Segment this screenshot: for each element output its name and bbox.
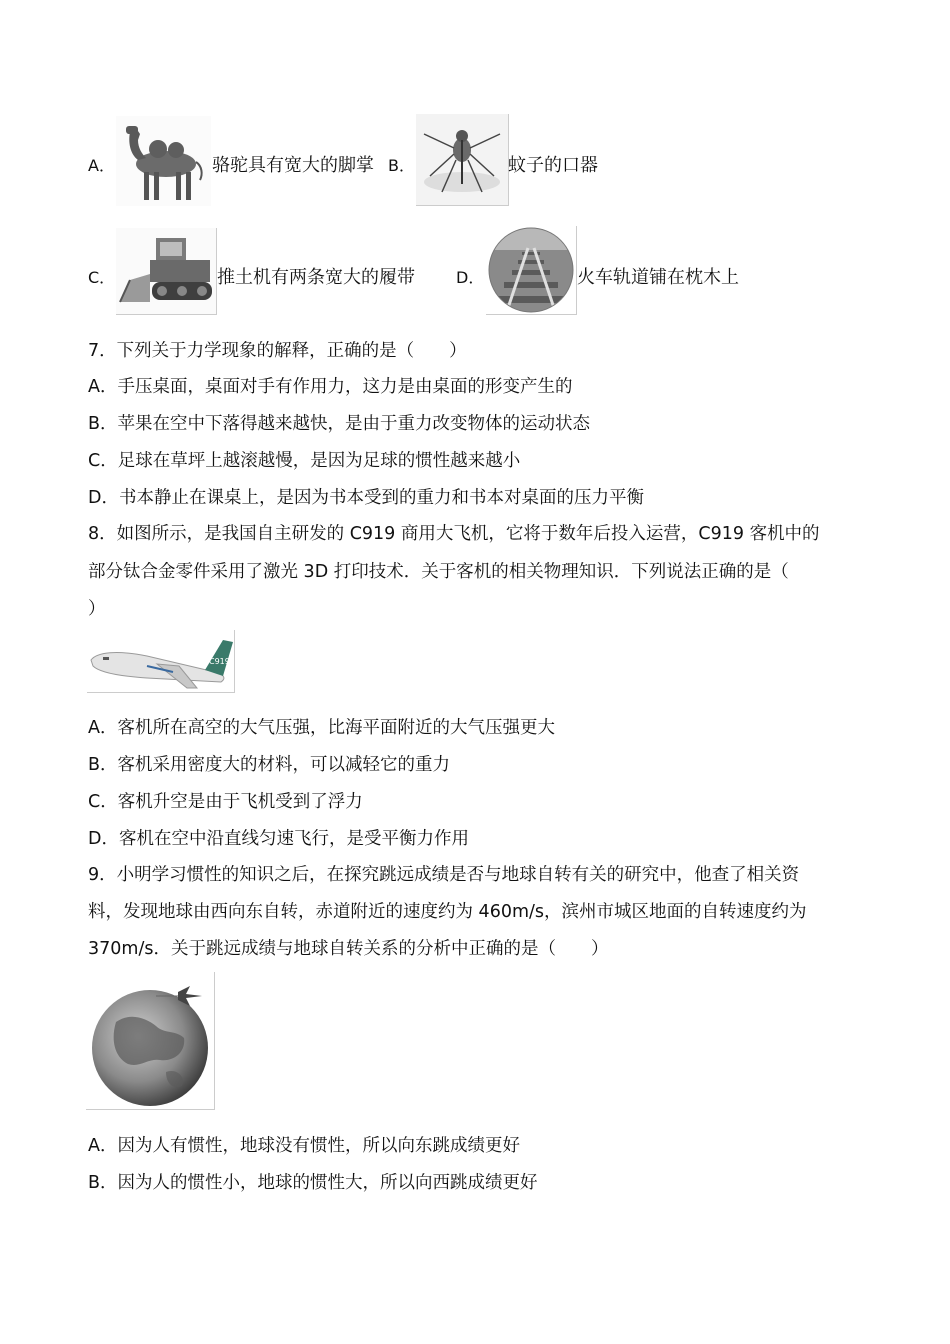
option-letter: B．	[388, 156, 415, 175]
option-d: D．书本静止在课桌上，是因为书本受到的重力和书本对桌面的压力平衡	[88, 488, 644, 508]
option-c: C．客机升空是由于飞机受到了浮力	[88, 792, 363, 812]
option-b: B．苹果在空中下落得越来越快，是由于重力改变物体的运动状态	[88, 414, 591, 434]
option-letter: D．	[456, 268, 485, 287]
question-stem-line-1: 9．小明学习惯性的知识之后，在探究跳远成绩是否与地球自转有关的研究中，他查了相关资	[88, 865, 800, 885]
question-stem: 7．下列关于力学现象的解释，正确的是（ ）	[88, 341, 467, 361]
option-letter: A．	[88, 156, 115, 175]
option-a: A．因为人有惯性，地球没有惯性，所以向东跳成绩更好	[88, 1136, 520, 1156]
airplane-tail-label: C919	[209, 657, 230, 666]
question-stem-line-3: 370m/s．关于跳远成绩与地球自转关系的分析中正确的是（ ）	[88, 939, 609, 959]
question-stem-line-2: 部分钛合金零件采用了激光 3D 打印技术．关于客机的相关物理知识．下列说法正确的是（	[88, 562, 789, 582]
question-stem-line-2: 料，发现地球由西向东自转，赤道附近的速度约为 460m/s，滨州市城区地面的自转速度约为	[88, 902, 807, 922]
camel-icon	[116, 116, 211, 206]
airplane-icon	[87, 630, 235, 693]
option-text: 蚊子的口器	[508, 155, 598, 176]
option-b: B．因为人的惯性小，地球的惯性大，所以向西跳成绩更好	[88, 1173, 538, 1193]
option-a: A．手压桌面，桌面对手有作用力，这力是由桌面的形变产生的	[88, 377, 573, 397]
option-text: 推土机有两条宽大的履带	[217, 267, 415, 288]
bulldozer-icon	[116, 228, 217, 315]
option-letter: C．	[88, 268, 116, 287]
globe-icon	[86, 972, 215, 1110]
option-b: B．客机采用密度大的材料，可以减轻它的重力	[88, 755, 451, 775]
option-a: A．客机所在高空的大气压强，比海平面附近的大气压强更大	[88, 718, 555, 738]
option-text: 骆驼具有宽大的脚掌	[212, 155, 374, 176]
question-stem-line-3: ）	[88, 599, 106, 619]
railway-track-icon	[486, 226, 577, 315]
question-stem-line-1: 8．如图所示，是我国自主研发的 C919 商用大飞机，它将于数年后投入运营，C919 客机中的	[88, 524, 820, 544]
mosquito-icon	[416, 114, 509, 206]
option-text: 火车轨道铺在枕木上	[577, 267, 739, 288]
option-d: D．客机在空中沿直线匀速飞行，是受平衡力作用	[88, 829, 469, 849]
option-c: C．足球在草坪上越滚越慢，是因为足球的惯性越来越小	[88, 451, 521, 471]
